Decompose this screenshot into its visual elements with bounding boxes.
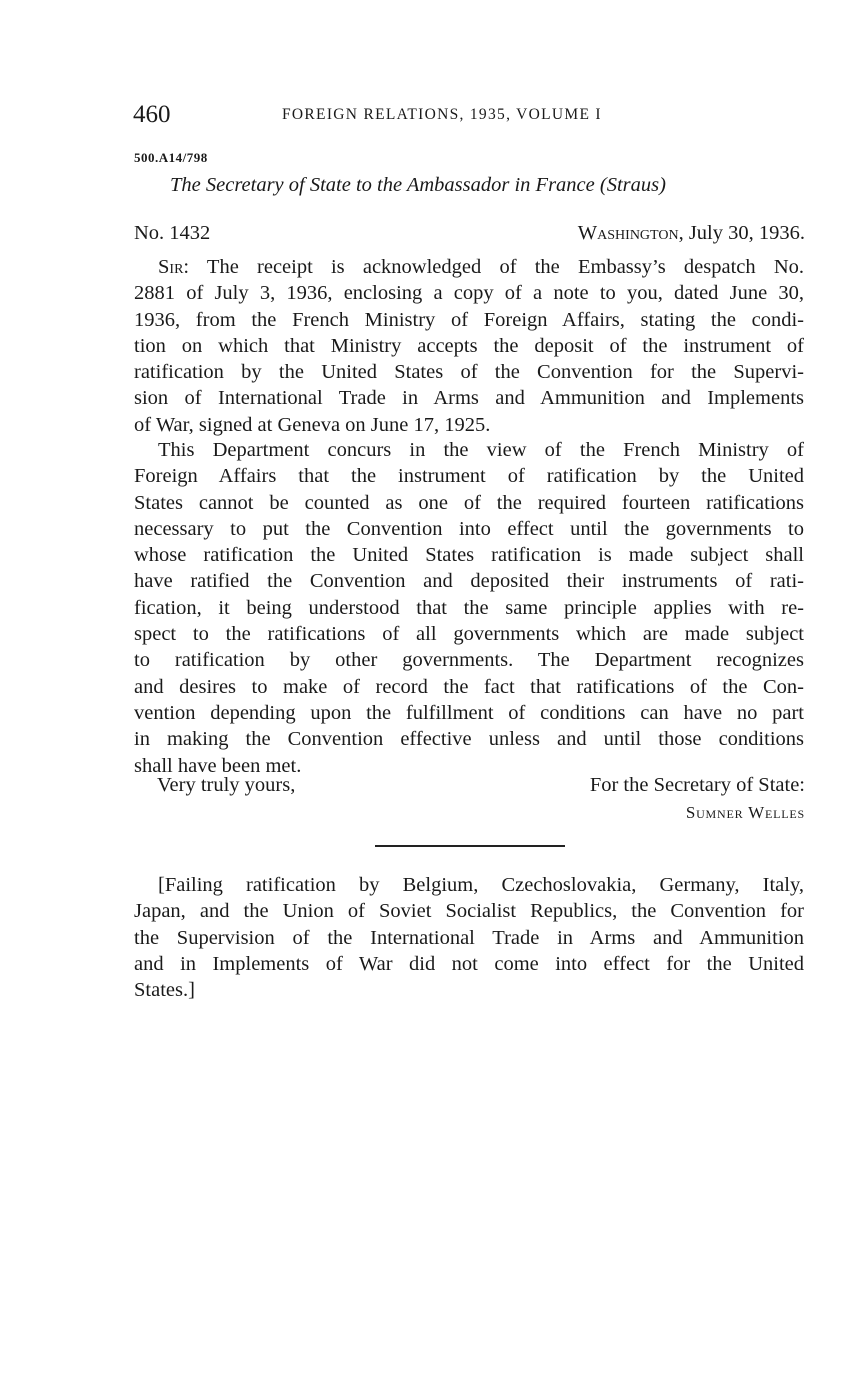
signer-name: Sumner Welles [685, 803, 805, 822]
closing: Very truly yours, [157, 774, 296, 796]
signer-title: For the Secretary of State: [589, 774, 805, 796]
note-line: States.] [134, 979, 195, 1002]
paragraph-line: whose ratification the United States ratification is made subject shall [134, 544, 804, 567]
paragraph-line: This Department concurs in the view of the French Ministry of [158, 439, 804, 461]
document-number: No. 1432 [134, 222, 211, 244]
document-heading: The Secretary of State to the Ambassador in France (Straus) [170, 174, 666, 196]
paragraph-line: necessary to put the Convention into effect until the governments to [134, 517, 804, 540]
section-divider [375, 845, 565, 847]
paragraph-line: States cannot be counted as one of the required fourteen ratifications [134, 491, 804, 514]
paragraph-line: 2881 of July 3, 1936, enclosing a copy of a note to you, dated June 30, [134, 282, 804, 305]
paragraph-line: shall have been met. [134, 754, 302, 777]
running-head: FOREIGN RELATIONS, 1935, VOLUME I [282, 106, 602, 123]
paragraph-line: 1936, from the French Ministry of Foreign Affairs, stating the condi- [134, 308, 804, 331]
paragraph-line: fication, it being understood that the same principle applies with re- [134, 596, 804, 619]
paragraph-line: tion on which that Ministry accepts the deposit of the instrument of [134, 334, 804, 357]
note-line: [Failing ratification by Belgium, Czechoslovakia, Germany, Italy, [158, 874, 804, 896]
editorial-note [134, 872, 804, 1003]
paragraph-line: sion of International Trade in Arms and Ammunition and Implements [134, 387, 804, 410]
paragraph-line: vention depending upon the fulfillment of conditions can have no part [134, 701, 804, 724]
letter-paragraph-2 [134, 437, 804, 779]
paragraph-line: to ratification by other governments. The Department recognizes [134, 649, 804, 672]
place-and-date [578, 222, 805, 245]
paragraph-line: ratification by the United States of the Convention for the Supervi- [134, 361, 804, 384]
note-line: the Supervision of the International Trade in Arms and Ammunition [134, 926, 804, 949]
paragraph-line: of War, signed at Geneva on June 17, 1925. [134, 413, 491, 436]
paragraph-line-text: : The receipt is acknowledged of the Embassy’s despatch No. [183, 256, 804, 278]
page-number: 460 [133, 101, 171, 128]
paragraph-line [134, 254, 804, 280]
salutation: Sir [158, 256, 184, 278]
note-line: and in Implements of War did not come into effect for the United [134, 952, 804, 975]
paragraph-line: and desires to make of record the fact that ratifications of the Con- [134, 675, 804, 698]
paragraph-line: in making the Convention effective unless and until those conditions [134, 728, 804, 751]
paragraph-line: spect to the ratifications of all governments which are made subject [134, 623, 804, 646]
file-number: 500.A14/798 [134, 150, 208, 165]
letter-paragraph-1 [134, 254, 804, 438]
place: Washington [577, 222, 679, 244]
paragraph-line: have ratified the Convention and deposited their instruments of rati- [134, 570, 804, 593]
date: , July 30, 1936. [678, 222, 805, 244]
note-line: Japan, and the Union of Soviet Socialist Republics, the Convention for [134, 900, 804, 923]
paragraph-line: Foreign Affairs that the instrument of ratification by the United [134, 465, 804, 488]
